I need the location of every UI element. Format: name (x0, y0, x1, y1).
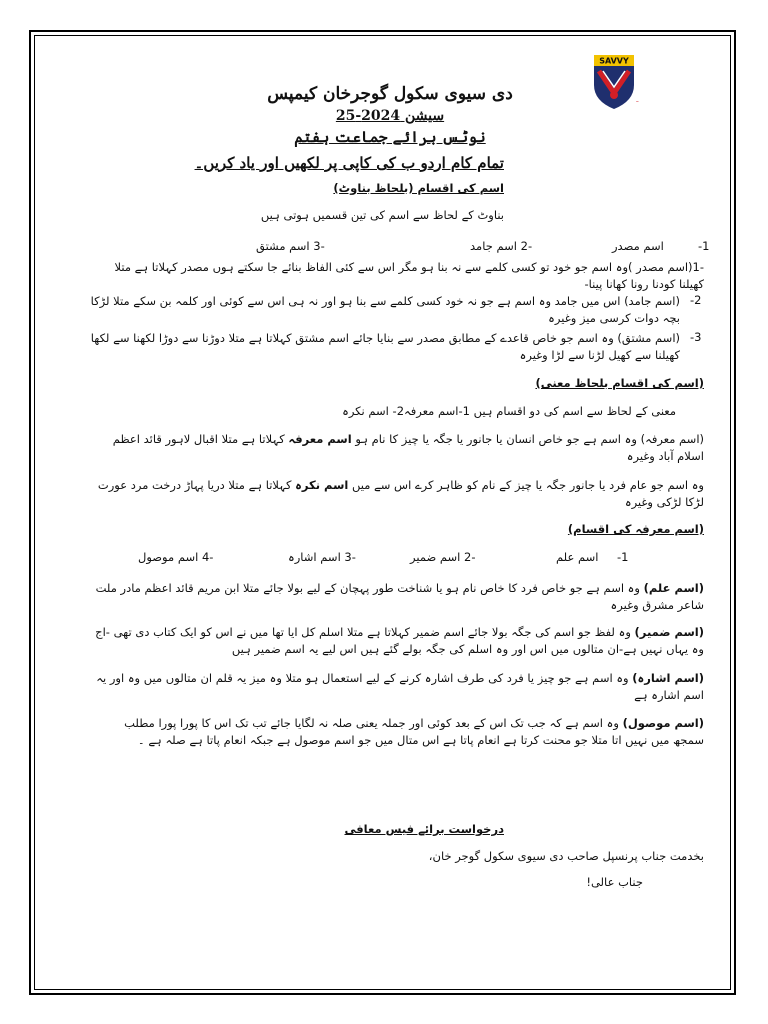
s2-p2-b: کہلاتا ہے متلا دریا پہاڑ درخت مرد عورت لڑکا لڑکی وغیرہ (97, 478, 704, 509)
s3-list-mausool: -4 اسم موصول (138, 550, 214, 564)
page-border-inner (34, 35, 731, 990)
s2-p1-a: (اسم معرفہ) وہ اسم ہے جو خاص انسان یا جانور یا جگہ یا چیز کا نام ہو (355, 432, 704, 446)
s1-para-jamid: (اسم جامد) اس میں جامد وہ اسم ہے جو نہ خود کسی کلمے سے بنا ہو اور نہ ہی اس سے کوئی اور کلمہ بن سکے متلا لڑکا بچہ دوات کرسی میز وغیرہ (90, 294, 680, 325)
s3-alam-text: وہ اسم ہے جو خاص فرد کا خاص نام ہو یا شناخت طور پہچان کے لیے بولا جائے متلا ابن مریم قائد اعظم مادر ملت شاعر مشرق وغیرہ (95, 581, 704, 612)
s3-list-ishara: -3 اسم اشارہ (288, 550, 356, 564)
s3-list-num: -1 (617, 550, 629, 564)
s3-zamir-text: وہ لفظ جو اسم کی جگہ بولا جائے اسم ضمیر کہلاتا ہے متلا اسلم کل ایا تھا میں نے اس کو ایک کتاب دی تھی -اج وہ یہاں نہیں ہے-ان متالوں میں اس اور وہ اسلم کی جگہ بولے گئے ہیں اس لیے یہ اسم ضمیر ہیں (95, 625, 704, 656)
s2-p1-b: کہلاتا ہے متلا اقبال لاہور قائد اعظم اسلام آباد وغیرہ (112, 432, 704, 463)
s3-para-alam (92, 580, 704, 614)
s3-ishara-label: (اسم اشارہ) (632, 671, 704, 685)
s1-p3-num: -3 (690, 330, 702, 344)
svg-text:~: ~ (635, 99, 639, 104)
application-address: بخدمت جناب پرنسپل صاحب دی سیوی سکول گوجر خان، (428, 849, 704, 863)
s3-list-alam: اسم علم (556, 550, 599, 564)
s3-zamir-label: (اسم ضمیر) (634, 625, 704, 639)
school-logo (589, 55, 643, 115)
s3-para-mausool (92, 715, 704, 749)
instruction-heading: تمام کام اردو ب کی کاپی پر لکھیں اور یاد کریں۔ (194, 154, 504, 172)
s3-list-zamir: -2 اسم ضمیر (410, 550, 476, 564)
s3-mausool-label: (اسم موصول) (622, 716, 704, 730)
s2-p1-bold: اسم معرفہ (288, 432, 352, 446)
shield-icon (589, 55, 643, 115)
s1-list-num: -1 (698, 239, 710, 253)
notes-title: نوٹس برائے جماعت ہفتم (294, 128, 486, 146)
s2-para-nakira (92, 477, 704, 511)
s2-p2-bold: اسم نکرہ (295, 478, 349, 492)
s2-para-marifa (92, 431, 704, 465)
section1-intro: بناوٹ کے لحاظ سے اسم کی تین قسمیں ہوتی ہیں (260, 208, 504, 222)
application-title: درخواست برائے فیس معافی (344, 822, 504, 836)
s3-para-zamir (92, 624, 704, 658)
s3-para-ishara (92, 670, 704, 704)
session-label: سیشن 2024-25 (335, 108, 445, 124)
section2-intro: معنی کے لحاظ سے اسم کی دو اقسام ہیں 1-اسم معرفہ2- اسم نکرہ (342, 404, 676, 418)
s1-list-jamid: -2 اسم جامد (470, 239, 533, 253)
application-salutation: جناب عالی! (586, 875, 643, 889)
school-title: دی سیوی سکول گوجرخان کیمپس (267, 84, 513, 104)
s1-list-mushtaq: -3 اسم مشتق (256, 239, 325, 253)
s3-ishara-text: وہ اسم ہے جو چیز یا فرد کی طرف اشارہ کرنے کے لیے استعمال ہو متلا وہ میز یہ قلم ان متالوں میں وہ اور یہ اسم اشارہ ہے (96, 671, 704, 702)
s3-alam-label: (اسم علم) (643, 581, 704, 595)
logo-text: SAVVY (599, 56, 629, 66)
s1-p2-num: -2 (690, 293, 702, 307)
section2-title: (اسم کی اقسام بلحاظ معنی) (535, 376, 704, 390)
s2-p2-a: وہ اسم جو عام فرد یا جانور جگہ یا چیز کے نام کو ظاہر کرے اس سے میں (351, 478, 704, 492)
s3-mausool-text: وہ اسم ہے کہ جب تک اس کے بعد کوئی اور جملہ یعنی صلہ نہ لگایا جائے تب تک اس کا پورا پورا مطلب سمجھ میں نہیں اتا متلا جو محنت کرتا ہے انعام پاتا ہے اس متال میں جو اسم موصول ہے جبکہ انعام پاتا ہے صلہ ہے ۔ (124, 716, 704, 747)
s1-para-mushtaq: (اسم مشتق) وہ اسم جو خاص قاعدے کے مطابق مصدر سے بنایا جائے اسم مشتق کہلاتا ہے متلا دوڑنا سے دوڑا لکھنا سے لکھا کھیلنا سے کھیل لڑنا سے لڑا وغیرہ (90, 331, 680, 362)
s1-list-masdar: اسم مصدر (612, 239, 664, 253)
section3-title: (اسم معرفہ کی اقسام) (567, 522, 704, 536)
section1-title: اسم کی اقسام (بلحاظ بناوٹ) (333, 181, 504, 195)
s1-para-masdar: -1(اسم مصدر )وہ اسم جو خود تو کسی کلمے سے نہ بنا ہو مگر اس سے کئی الفاظ بنائے جا سکتے ہوں مصدر کہلاتا ہے متلا کھیلنا کودنا رونا کھانا پینا- (114, 260, 704, 291)
